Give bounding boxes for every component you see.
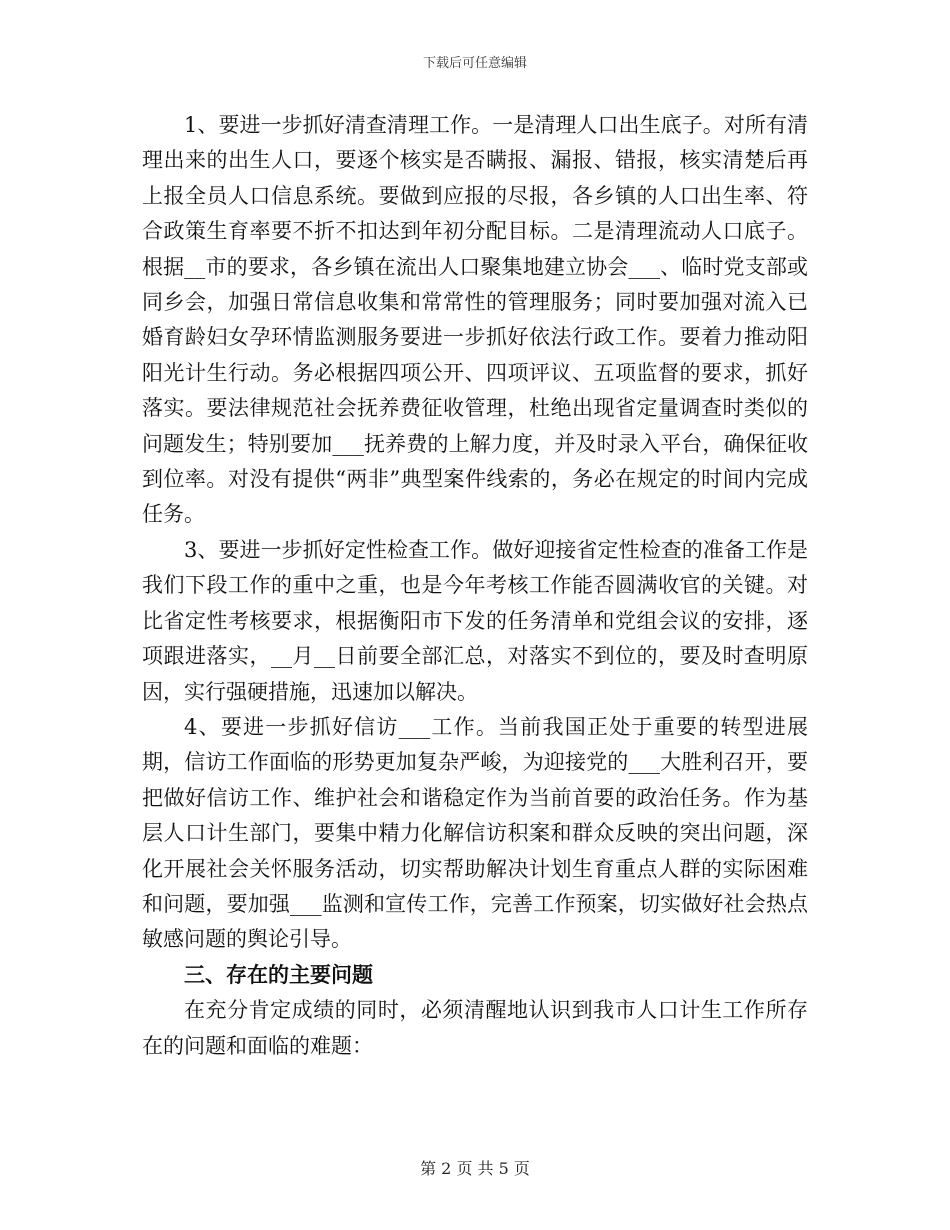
paragraph-item-3: 3、要进一步抓好定性检查工作。做好迎接省定性检查的准备工作是我们下段工作的重中之重，也是今年考核工作能否圆满收官的关键。对比省定性考核要求，根据衡阳市下发的任务清单和党组会议的安排，逐项跟进落实，__月__日前要全部汇总，对落实不到位的，要及时查明原因，实行强硬措施，迅速加以解决。 bbox=[142, 537, 808, 704]
paragraph-item-4: 4、要进一步抓好信访___工作。当前我国正处于重要的转型进展期，信访工作面临的形势更加复杂严峻，为迎接党的___大胜利召开，要把做好信访工作、维护社会和谐稳定作为当前首要的政治任务。作为基层人口计生部门，要集中精力化解信访积案和群众反映的突出问题，深化开展社会关怀服务活动，切实帮助解决计划生育重点人群的实际困难和问题，要加强___监测和宣传工作，完善工作预案，切实做好社会热点敏感问题的舆论引导。 bbox=[142, 714, 808, 952]
closing-paragraph: 在充分肯定成绩的同时，必须清醒地认识到我市人口计生工作所存在的问题和面临的难题： bbox=[142, 998, 808, 1058]
paragraph-item-1: 1、要进一步抓好清查清理工作。一是清理人口出生底子。对所有清理出来的出生人口，要逐个核实是否瞒报、漏报、错报，核实清楚后再上报全员人口信息系统。要做到应报的尽报，各乡镇的人口出生率、符合政策生育率要不折不扣达到年初分配目标。二是清理流动人口底子。根据__市的要求，各乡镇在流出人口聚集地建立协会___、临时党支部或同乡会，加强日常信息收集和常常性的管理服务；同时要加强对流入已婚育龄妇女孕环情监测服务要进一步抓好依法行政工作。要着力推动阳阳光计生行动。务必根据四项公开、四项评议、五项监督的要求，抓好落实。要法律规范社会抚养费征收管理，杜绝出现省定量调查时类似的问题发生；特别要加___抚养费的上解力度，并及时录入平台，确保征收到位率。对没有提供“两非”典型案件线索的，务必在规定的时间内完成任务。 bbox=[142, 113, 808, 527]
document-body bbox=[142, 108, 808, 1064]
section-heading: 三、存在的主要问题 bbox=[184, 962, 373, 987]
page-number: 第 2 页 共 5 页 bbox=[420, 1159, 530, 1178]
page-header: 下载后可任意编辑 bbox=[422, 56, 527, 71]
